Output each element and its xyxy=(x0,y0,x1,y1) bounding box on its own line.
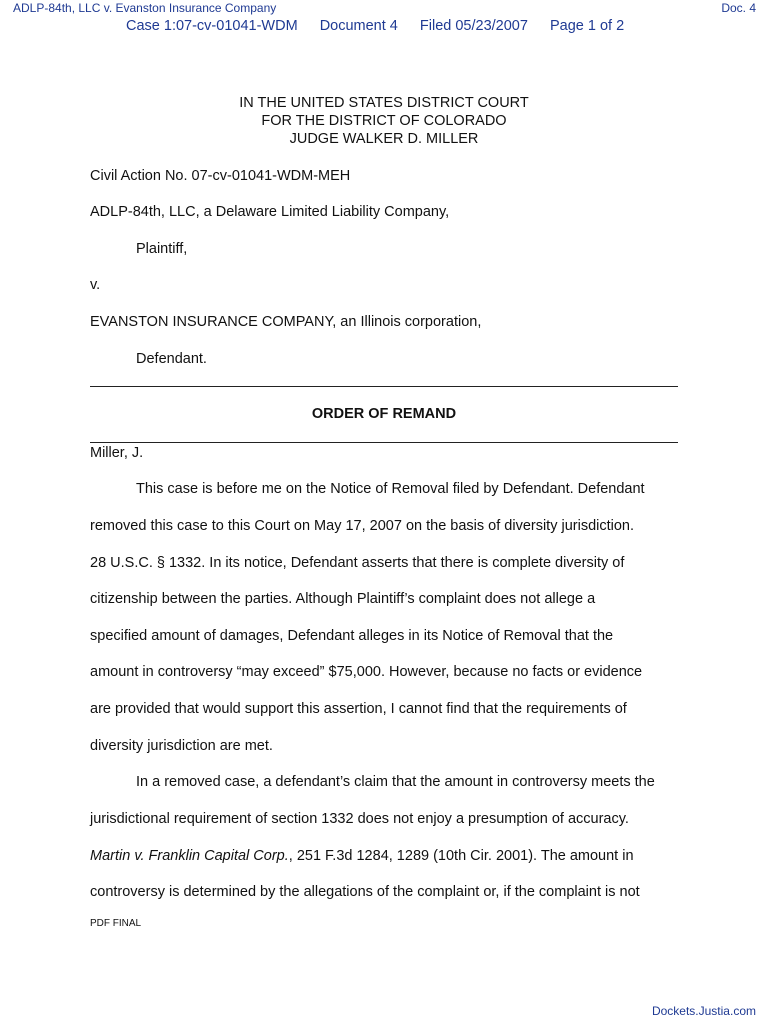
civil-action-number: Civil Action No. 07-cv-01041-WDM-MEH xyxy=(90,168,351,184)
court-name: IN THE UNITED STATES DISTRICT COURT xyxy=(239,95,529,111)
doc-number-link[interactable]: Doc. 4 xyxy=(721,1,756,15)
body-line: are provided that would support this assertion, I cannot find that the requirements of xyxy=(90,701,627,717)
document-number: Document 4 xyxy=(319,18,398,34)
order-title: ORDER OF REMAND xyxy=(311,406,457,422)
page-count: Page 1 of 2 xyxy=(549,18,625,34)
divider-top xyxy=(90,386,678,387)
body-line: citizenship between the parties. Although Plaintiff’s complaint does not allege a xyxy=(90,591,596,607)
citation-reporter: , 251 F.3d 1284, 1289 (10th Cir. 2001). The amount in xyxy=(288,848,634,864)
body-line: In a removed case, a defendant’s claim that the amount in controversy meets the xyxy=(136,774,655,790)
body-line: This case is before me on the Notice of Removal filed by Defendant. Defendant xyxy=(136,481,645,497)
body-line-citation xyxy=(90,848,634,864)
plaintiff-role: Plaintiff, xyxy=(136,241,188,257)
pdf-final-label: PDF FINAL xyxy=(90,918,142,929)
judge-line: Miller, J. xyxy=(90,445,144,461)
dockets-justia-link[interactable] xyxy=(652,1004,756,1018)
body-line: specified amount of damages, Defendant alleges in its Notice of Removal that the xyxy=(90,628,614,644)
body-line: diversity jurisdiction are met. xyxy=(90,738,273,754)
body-line: controversy is determined by the allegations of the complaint or, if the complaint is not xyxy=(90,884,640,900)
body-line: removed this case to this Court on May 17, 2007 on the basis of diversity jurisdiction. xyxy=(90,518,635,534)
case-number: Case 1:07-cv-01041-WDM xyxy=(126,18,298,34)
body-line: 28 U.S.C. § 1332. In its notice, Defendant asserts that there is complete diversity of xyxy=(90,555,625,571)
defendant-role: Defendant. xyxy=(136,351,207,367)
plaintiff-name: ADLP-84th, LLC, a Delaware Limited Liability Company, xyxy=(90,204,450,220)
body-line: amount in controversy “may exceed” $75,000. However, because no facts or evidence xyxy=(90,664,643,680)
case-citation: Martin v. Franklin Capital Corp. xyxy=(90,848,289,864)
filed-date: Filed 05/23/2007 xyxy=(419,18,528,34)
filing-stamp xyxy=(126,18,642,34)
court-district: FOR THE DISTRICT OF COLORADO xyxy=(261,113,507,129)
divider-bottom xyxy=(90,442,678,443)
body-line: jurisdictional requirement of section 1332 does not enjoy a presumption of accuracy. xyxy=(90,811,629,827)
court-judge: JUDGE WALKER D. MILLER xyxy=(289,131,479,147)
versus: v. xyxy=(90,277,101,293)
case-title-link[interactable]: ADLP-84th, LLC v. Evanston Insurance Company xyxy=(13,1,277,15)
defendant-name: EVANSTON INSURANCE COMPANY, an Illinois corporation, xyxy=(90,314,482,330)
dockets-link-text[interactable]: Dockets.Justia.com xyxy=(651,1004,756,1018)
